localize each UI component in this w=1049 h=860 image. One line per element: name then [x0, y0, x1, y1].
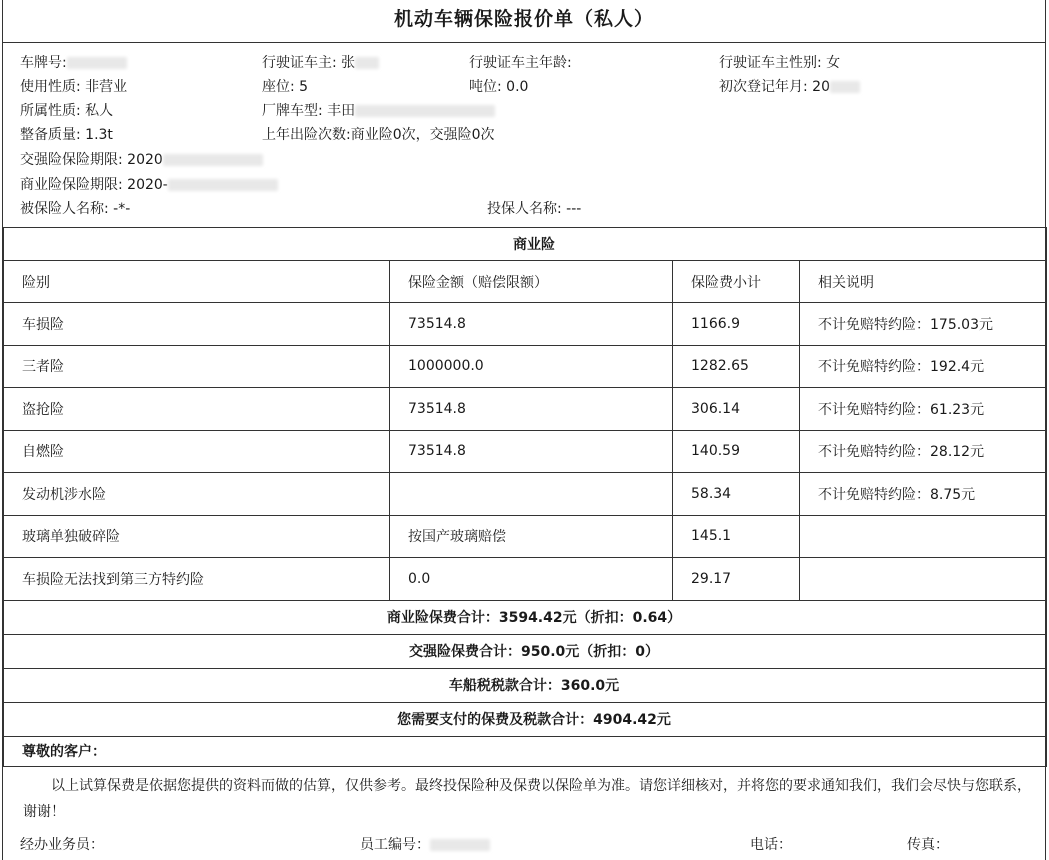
title-divider [3, 42, 1045, 43]
coverage-type: 车损险 [4, 303, 390, 346]
table-row [4, 558, 1047, 601]
license-owner: 行驶证车主: 张 [262, 52, 379, 72]
column-header: 相关说明 [800, 261, 1047, 303]
redacted-mark [430, 839, 490, 851]
premium-table [3, 227, 1047, 767]
premium-subtotal: 145.1 [673, 515, 800, 558]
phone-field: 电话： [750, 837, 792, 853]
tonnage: 吨位: 0.0 [469, 79, 529, 95]
compulsory-total-row [4, 634, 1047, 668]
insured-name: 被保险人名称: -*- [20, 201, 131, 217]
coverage-note: 不计免赔特约险：61.23元 [800, 388, 1047, 431]
grand-total: 您需要支付的保费及税款合计：4904.42元 [4, 702, 1047, 736]
commercial-period: 商业险保险期限: 2020- [20, 174, 278, 194]
table-row [4, 515, 1047, 558]
table-row [4, 430, 1047, 473]
coverage-amount: 73514.8 [390, 303, 673, 346]
commercial-section-header [4, 228, 1047, 261]
vehicle-model: 厂牌车型: 丰田 [262, 100, 495, 120]
coverage-note: 不计免赔特约险：8.75元 [800, 473, 1047, 516]
coverage-amount: 73514.8 [390, 388, 673, 431]
vessel-tax-total-row [4, 668, 1047, 702]
curb-weight: 整备质量: 1.3t [20, 127, 113, 143]
table-row [4, 303, 1047, 346]
premium-subtotal: 58.34 [673, 473, 800, 516]
compulsory-period: 交强险保险期限: 2020 [20, 149, 263, 169]
column-header: 保险费小计 [673, 261, 800, 303]
coverage-amount [390, 473, 673, 516]
quote-sheet [2, 0, 1046, 860]
coverage-type: 玻璃单独破碎险 [4, 515, 390, 558]
coverage-type: 盗抢险 [4, 388, 390, 431]
redacted-mark [830, 81, 860, 93]
coverage-note [800, 515, 1047, 558]
usage-type: 使用性质: 非营业 [20, 79, 128, 95]
coverage-amount: 0.0 [390, 558, 673, 601]
coverage-note: 不计免赔特约险：28.12元 [800, 430, 1047, 473]
premium-subtotal: 1166.9 [673, 303, 800, 346]
redacted-mark [355, 105, 495, 117]
table-header-row [4, 261, 1047, 303]
commercial-total-row [4, 600, 1047, 634]
redacted-mark [168, 179, 278, 191]
applicant-name: 投保人名称: --- [487, 201, 582, 217]
coverage-amount: 1000000.0 [390, 345, 673, 388]
premium-subtotal: 1282.65 [673, 345, 800, 388]
table-row [4, 388, 1047, 431]
commercial-section-title: 商业险 [4, 228, 1047, 261]
prior-claims: 上年出险次数:商业险0次，交强险0次 [262, 127, 495, 143]
agent-field: 经办业务员： [20, 837, 104, 853]
grand-total-row [4, 702, 1047, 736]
coverage-amount: 73514.8 [390, 430, 673, 473]
ownership-type: 所属性质: 私人 [20, 103, 114, 119]
coverage-note: 不计免赔特约险：175.03元 [800, 303, 1047, 346]
employee-id-field: 员工编号： [360, 834, 490, 854]
greeting: 尊敬的客户： [4, 736, 1047, 766]
plate-number: 车牌号: [20, 52, 127, 72]
redacted-mark [163, 154, 263, 166]
premium-subtotal: 306.14 [673, 388, 800, 431]
premium-subtotal: 140.59 [673, 430, 800, 473]
premium-subtotal: 29.17 [673, 558, 800, 601]
coverage-amount: 按国产玻璃赔偿 [390, 515, 673, 558]
coverage-note [800, 558, 1047, 601]
coverage-type: 车损险无法找到第三方特约险 [4, 558, 390, 601]
column-header: 险别 [4, 261, 390, 303]
seat-count: 座位: 5 [262, 79, 309, 95]
redacted-mark [355, 57, 379, 69]
table-row [4, 345, 1047, 388]
column-header: 保险金额（赔偿限额） [390, 261, 673, 303]
coverage-type: 发动机涉水险 [4, 473, 390, 516]
vessel-tax-total: 车船税税款合计：360.0元 [4, 668, 1047, 702]
page-title: 机动车辆保险报价单（私人） [393, 8, 654, 30]
notice-text: 以上试算保费是依据您提供的资料而做的估算，仅供参考。最终投保险种及保费以保险单为准。请您详细核对，并将您的要求通知我们，我们会尽快与您联系，谢谢！ [23, 778, 1031, 820]
owner-age: 行驶证车主年龄: [469, 55, 572, 71]
greeting-row [4, 736, 1047, 766]
coverage-type: 自燃险 [4, 430, 390, 473]
compulsory-total: 交强险保费合计：950.0元（折扣：0） [4, 634, 1047, 668]
first-registration: 初次登记年月: 20 [719, 76, 860, 96]
redacted-mark [67, 57, 127, 69]
coverage-note: 不计免赔特约险：192.4元 [800, 345, 1047, 388]
owner-gender: 行驶证车主性别: 女 [719, 55, 841, 71]
commercial-total: 商业险保费合计：3594.42元（折扣：0.64） [4, 600, 1047, 634]
fax-field: 传真： [907, 837, 949, 853]
table-row [4, 473, 1047, 516]
coverage-type: 三者险 [4, 345, 390, 388]
